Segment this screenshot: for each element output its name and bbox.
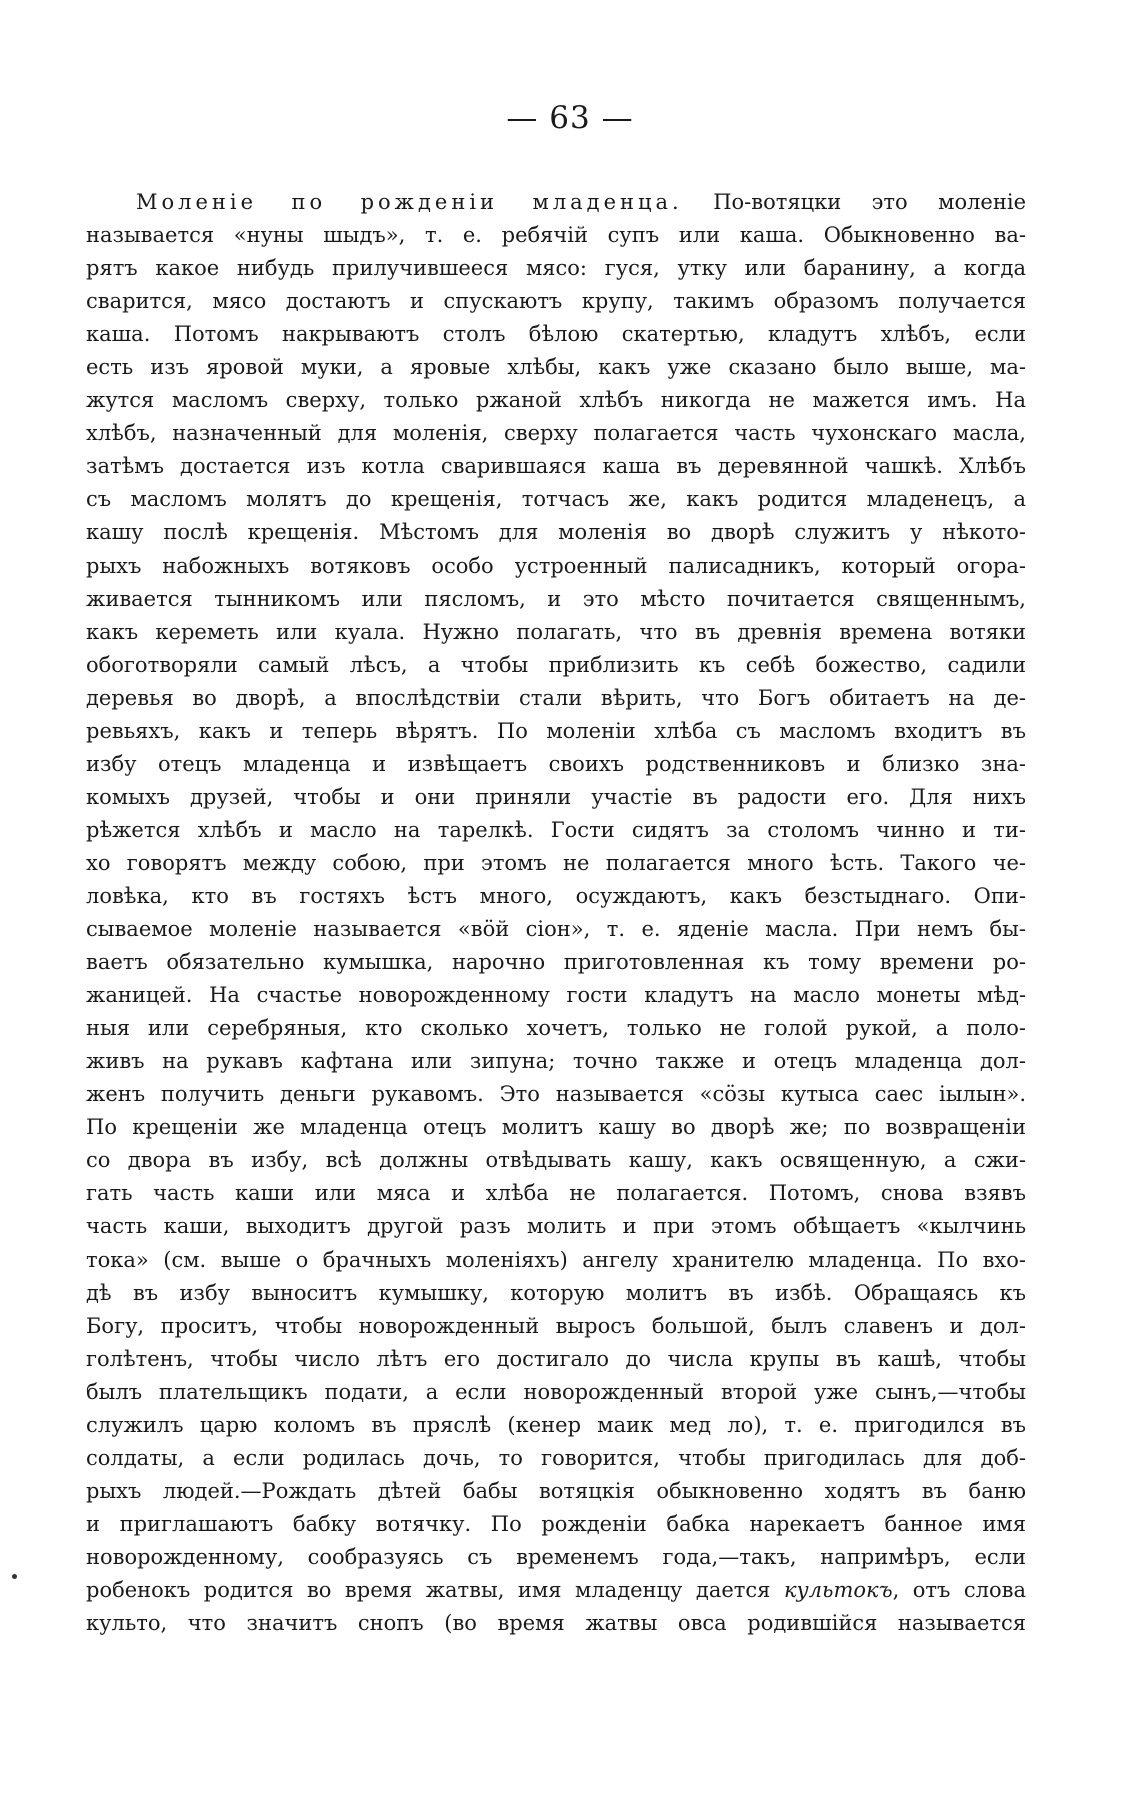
text-fragment: , отъ слова: [892, 1577, 1026, 1602]
text-line: гать часть каши или мяса и хлѣба не полагается. Потомъ, снова взявъ: [86, 1181, 1026, 1206]
text-line: рятъ какое нибудь прилучившееся мясо: гуся, утку или баранину, а когда: [86, 256, 1026, 281]
page-number: — 63 —: [506, 100, 634, 136]
text-line: Богу, проситъ, чтобы новорожденный выросъ большой, былъ славенъ и дол-: [86, 1313, 1026, 1338]
text-line: ревьяхъ, какъ и теперь вѣрятъ. По моленіи хлѣба съ масломъ входитъ въ: [86, 718, 1026, 743]
text-line: новорожденному, сообразуясь съ временемъ года,—такъ, напримѣръ, если: [86, 1544, 1026, 1569]
body-text: [86, 186, 1026, 1640]
text-line: каша. Потомъ накрываютъ столъ бѣлою скатертью, кладутъ хлѣбъ, если: [86, 322, 1026, 347]
text-line: тока» (см. выше о брачныхъ моленіяхъ) ангелу хранителю младенца. По вхо-: [86, 1247, 1026, 1272]
italic-word: культокъ: [783, 1577, 893, 1602]
text-line: ныя или серебряныя, кто сколько хочетъ, только не голой рукой, а поло-: [86, 1016, 1026, 1041]
text-line: жаницей. На счастье новорожденному гости кладутъ на масло монеты мѣд-: [86, 983, 1026, 1008]
text-line: дѣ въ избу выноситъ кумышку, которую молитъ въ избѣ. Обращаясь къ: [86, 1280, 1026, 1305]
text-line: избу отецъ младенца и извѣщаетъ своихъ родственниковъ и близко зна-: [86, 751, 1026, 776]
text-line: называется «нуны шыдъ», т. е. ребячій супъ или каша. Обыкновенно ва-: [86, 223, 1026, 248]
text-line: комыхъ друзей, чтобы и они приняли участіе въ радости его. Для нихъ: [86, 784, 1026, 809]
text-line: солдаты, а если родилась дочь, то говорится, чтобы пригодилась для доб-: [86, 1445, 1026, 1470]
text-line: сварится, мясо достаютъ и спускаютъ крупу, такимъ образомъ получается: [86, 289, 1026, 314]
text-line: ваетъ обязательно кумышка, нарочно приготовленная къ тому времени ро-: [86, 950, 1026, 975]
text-line: обоготворяли самый лѣсъ, а чтобы приблизить къ себѣ божество, садили: [86, 652, 1026, 677]
text-line: сываемое моленіе называется «вӧй сіон», т. е. яденіе масла. При немъ бы-: [86, 917, 1026, 942]
text-line: рыхъ людей.—Рождать дѣтей бабы вотяцкія обыкновенно ходятъ въ баню: [86, 1478, 1026, 1503]
text-line: деревья во дворѣ, а впослѣдствіи стали вѣрить, что Богъ обитаетъ на де-: [86, 685, 1026, 710]
text-line: часть каши, выходитъ другой разъ молить и при этомъ обѣщаетъ «кылчинь: [86, 1214, 1026, 1239]
text-fragment: робенокъ родится во время жатвы, имя младенцу дается: [86, 1577, 784, 1602]
text-line: служилъ царю коломъ въ пряслѣ (кенер маик мед ло), т. е. пригодился въ: [86, 1412, 1026, 1437]
text-line: живается тынникомъ или пясломъ, и это мѣсто почитается священнымъ,: [86, 586, 1026, 611]
text-line: со двора въ избу, всѣ должны отвѣдывать кашу, какъ освященную, а сжи-: [86, 1148, 1026, 1173]
text-line: женъ получить деньги рукавомъ. Это называется «сӧзы кутыса саес іылын».: [86, 1082, 1026, 1107]
text-line: рѣжется хлѣбъ и масло на тарелкѣ. Гости сидятъ за столомъ чинно и ти-: [86, 817, 1026, 842]
text-line: кашу послѣ крещенія. Мѣстомъ для моленія во дворѣ служитъ у нѣкото-: [86, 520, 1026, 545]
margin-mark: [12, 1574, 17, 1579]
text-line: По крещеніи же младенца отецъ молитъ кашу во дворѣ же; по возвращеніи: [86, 1115, 1026, 1140]
text-line: голѣтенъ, чтобы число лѣтъ его достигало до числа крупы въ кашѣ, чтобы: [86, 1346, 1026, 1371]
text-line: съ масломъ молятъ до крещенія, тотчасъ же, какъ родится младенецъ, а: [86, 487, 1026, 512]
section-title: Моленіе по рожденіи младенца.: [136, 190, 683, 214]
text-line: хлѣбъ, назначенный для моленія, сверху полагается часть чухонскаго масла,: [86, 421, 1026, 446]
text-line: рыхъ набожныхъ вотяковъ особо устроенный палисадникъ, который огора-: [86, 553, 1026, 578]
text-line: былъ плательщикъ подати, а если новорожденный второй уже сынъ,—чтобы: [86, 1379, 1026, 1404]
text-line: [86, 1574, 1026, 1607]
text-line: есть изъ яровой муки, а яровые хлѣбы, какъ уже сказано было выше, ма-: [86, 355, 1026, 380]
text-line: жутся масломъ сверху, только ржаной хлѣбъ никогда не мажется имъ. На: [86, 388, 1026, 413]
text-fragment: По-вотяцки это моленіе: [682, 190, 1026, 214]
text-line: какъ кереметь или куала. Нужно полагать, что въ древнія времена вотяки: [86, 619, 1026, 644]
text-line: ловѣка, кто въ гостяхъ ѣстъ много, осуждаютъ, какъ безстыднаго. Опи-: [86, 883, 1026, 908]
text-line: культо, что значитъ снопъ (во время жатвы овса родившійся называется: [86, 1611, 1026, 1636]
text-line: [86, 186, 1026, 219]
text-line: живъ на рукавъ кафтана или зипуна; точно также и отецъ младенца дол-: [86, 1049, 1026, 1074]
text-line: и приглашаютъ бабку вотячку. По рожденіи бабка нарекаетъ банное имя: [86, 1511, 1026, 1536]
text-line: затѣмъ достается изъ котла сварившаяся каша въ деревянной чашкѣ. Хлѣбъ: [86, 454, 1026, 479]
text-line: хо говорятъ между собою, при этомъ не полагается много ѣсть. Такого че-: [86, 850, 1026, 875]
